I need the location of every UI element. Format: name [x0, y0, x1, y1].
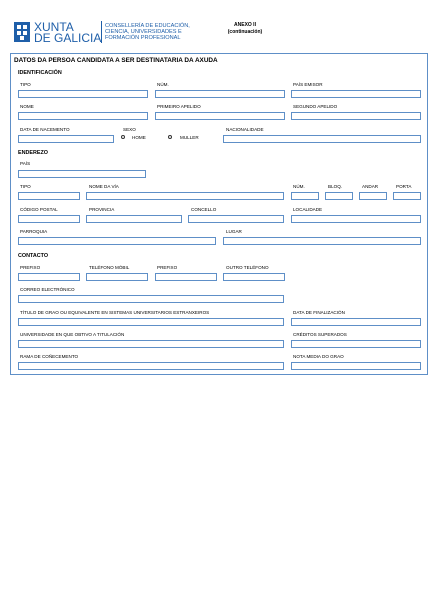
input-rama[interactable]: [18, 362, 284, 370]
label-parroquia: PARROQUIA: [20, 229, 48, 234]
label-correo: CORREO ELECTRÓNICO: [20, 287, 75, 292]
input-nome[interactable]: [18, 112, 148, 120]
input-telefono-movil[interactable]: [86, 273, 148, 281]
label-nota-media: NOTA MEDIA DO GRAO: [293, 354, 344, 359]
label-titulo-grao: TÍTULO DE GRAO OU EQUIVALENTE EN SISTEMAS UNIVERSITARIOS ESTRANXEIROS: [20, 310, 210, 315]
label-lugar: LUGAR: [226, 229, 242, 234]
org-line-1: CONSELLERÍA DE EDUCACIÓN,: [105, 23, 190, 29]
input-num-via[interactable]: [291, 192, 319, 200]
label-muller: MULLER: [180, 135, 199, 140]
org-line-3: FORMACIÓN PROFESIONAL: [105, 35, 181, 41]
input-tipo-via[interactable]: [18, 192, 80, 200]
input-pais[interactable]: [18, 170, 146, 178]
label-num-id: NÚM.: [157, 82, 169, 87]
input-outro-telefono[interactable]: [223, 273, 285, 281]
label-sexo: SEXO: [123, 127, 136, 132]
label-concello: CONCELLO: [191, 207, 217, 212]
label-primeiro-apelido: PRIMEIRO APELIDO: [157, 104, 201, 109]
label-nome-via: NOME DA VÍA: [89, 184, 119, 189]
input-data-finalizacion[interactable]: [291, 318, 421, 326]
label-pais: PAÍS: [20, 161, 31, 166]
label-codigo-postal: CÓDIGO POSTAL: [20, 207, 58, 212]
label-prefixo-2: PREFIXO: [157, 265, 178, 270]
input-data-nacemento[interactable]: [18, 135, 114, 143]
label-telefono-movil: TELÉFONO MÓBIL: [89, 265, 130, 270]
label-bloq: BLOQ.: [328, 184, 343, 189]
input-concello[interactable]: [188, 215, 284, 223]
label-prefixo-1: PREFIXO: [20, 265, 41, 270]
input-prefixo-1[interactable]: [18, 273, 80, 281]
input-pais-emisor[interactable]: [291, 90, 421, 98]
input-nacionalidade[interactable]: [223, 135, 421, 143]
input-parroquia[interactable]: [18, 237, 216, 245]
label-provincia: PROVINCIA: [89, 207, 115, 212]
section-identificacion: IDENTIFICACIÓN: [18, 70, 62, 76]
input-correo[interactable]: [18, 295, 284, 303]
input-primeiro-apelido[interactable]: [155, 112, 285, 120]
logo-line-1: XUNTA: [34, 20, 74, 34]
input-localidade[interactable]: [291, 215, 421, 223]
label-andar: ANDAR: [362, 184, 379, 189]
section-contacto: CONTACTO: [18, 253, 49, 259]
label-nome: NOME: [20, 104, 34, 109]
input-prefixo-2[interactable]: [155, 273, 217, 281]
label-rama: RAMA DE COÑECEMENTO: [20, 354, 79, 359]
input-codigo-postal[interactable]: [18, 215, 80, 223]
input-num-id[interactable]: [155, 90, 285, 98]
org-line-2: CIENCIA, UNIVERSIDADES E: [105, 29, 182, 35]
xunta-logo-icon: [14, 22, 30, 42]
label-localidade: LOCALIDADE: [293, 207, 323, 212]
label-segundo-apelido: SEGUNDO APELIDO: [293, 104, 338, 109]
input-bloq[interactable]: [325, 192, 353, 200]
label-data-finalizacion: DATA DE FINALIZACIÓN: [293, 310, 345, 315]
input-creditos[interactable]: [291, 340, 421, 348]
form-frame: [10, 53, 428, 375]
section-enderezo: ENDEREZO: [18, 150, 48, 156]
label-home: HOME: [132, 135, 146, 140]
input-porta[interactable]: [393, 192, 421, 200]
label-outro-telefono: OUTRO TELÉFONO: [226, 265, 269, 270]
input-provincia[interactable]: [86, 215, 182, 223]
input-tipo-id[interactable]: [18, 90, 148, 98]
label-num-via: NÚM.: [293, 184, 305, 189]
annex-title: ANEXO II: [234, 22, 256, 28]
label-nacionalidade: NACIONALIDADE: [226, 127, 264, 132]
input-segundo-apelido[interactable]: [291, 112, 421, 120]
radio-muller[interactable]: [168, 135, 172, 139]
form-title: DATOS DA PERSOA CANDIDATA A SER DESTINATARIA DA AXUDA: [14, 57, 218, 64]
header-divider: [101, 21, 102, 43]
annex-subtitle: (continuación): [227, 29, 263, 35]
label-universidade: UNIVERSIDADE EN QUE OBTIVO A TITULACIÓN: [20, 332, 125, 337]
logo-line-2: DE GALICIA: [34, 31, 102, 45]
label-creditos: CRÉDITOS SUPERADOS: [293, 332, 347, 337]
radio-home[interactable]: [121, 135, 125, 139]
label-tipo-id: TIPO: [20, 82, 31, 87]
label-pais-emisor: PAÍS EMISOR: [293, 82, 323, 87]
label-porta: PORTA: [396, 184, 412, 189]
label-tipo-via: TIPO: [20, 184, 31, 189]
input-titulo-grao[interactable]: [18, 318, 284, 326]
input-lugar[interactable]: [223, 237, 421, 245]
label-data-nacemento: DATA DE NACEMENTO: [20, 127, 70, 132]
input-universidade[interactable]: [18, 340, 284, 348]
input-nota-media[interactable]: [291, 362, 421, 370]
input-nome-via[interactable]: [86, 192, 284, 200]
input-andar[interactable]: [359, 192, 387, 200]
